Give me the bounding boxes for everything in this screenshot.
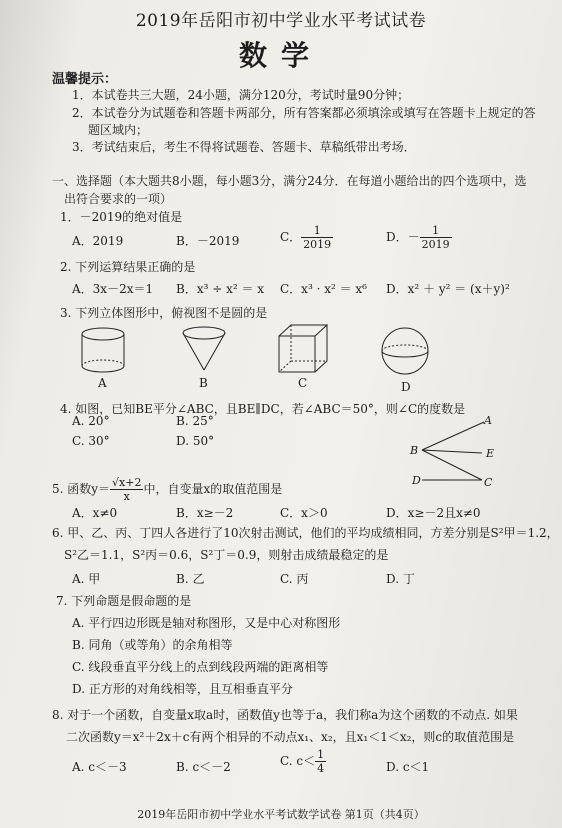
figure-label-c: C — [298, 376, 308, 390]
option-d: D．x² ＋ y² ＝ (x＋y)² — [386, 282, 510, 296]
option-d: D. 正方形的对角线相等，且互相垂直平分 — [72, 682, 293, 696]
option-c-label: C. c＜ — [280, 754, 316, 768]
figure-label-b: B — [199, 376, 208, 390]
point-e: E — [486, 447, 495, 460]
option-a: A．3x－2x＝1 — [72, 282, 154, 296]
option-a: A. 甲 — [72, 572, 101, 586]
denominator: x — [123, 490, 130, 503]
numerator: 1 — [420, 224, 452, 238]
option-c: C．x＞0 — [280, 506, 328, 520]
fraction — [315, 748, 326, 775]
option-d: D. 丁 — [386, 572, 415, 586]
numerator: 1 — [301, 224, 333, 238]
stem-suffix: 中，自变量x的取值范围是 — [143, 482, 283, 496]
option-a: A. 平行四边形既是轴对称图形，又是中心对称图形 — [72, 616, 341, 630]
question-line: 二次函数y＝x²＋2x＋c有两个相异的不动点x₁、x₂，且x₁＜1＜x₂，则c的取值范围是 — [66, 730, 515, 744]
option-d: D. c＜1 — [386, 760, 430, 774]
numerator: √x+2 — [112, 476, 142, 489]
point-a: A — [484, 414, 492, 427]
denominator: 2019 — [303, 238, 332, 251]
tip-item: 3．考试结束后，考生不得将试题卷、答题卡、草稿纸带出考场． — [72, 140, 416, 154]
question-stem: 1．－2019的绝对值是 — [60, 210, 183, 224]
option-c: C. 丙 — [280, 572, 309, 586]
option-b: B．x³ ÷ x² ＝ x — [176, 282, 265, 296]
option-d-label: D．－ — [386, 230, 420, 244]
section-heading: 一、选择题（本大题共8小题，每小题3分，满分24分．在每道小题给出的四个选项中，选 — [52, 174, 527, 188]
question-line: S²乙＝1.1，S²丙＝0.6，S²丁＝0.9，则射击成绩最稳定的是 — [64, 548, 389, 562]
option-b: B. 同角（或等角）的余角相等 — [72, 638, 233, 652]
tip-item: 题区域内； — [88, 123, 149, 137]
point-c: C — [484, 476, 493, 489]
option-b: B．x≥－2 — [176, 506, 234, 520]
question-line: 8. 对于一个函数，自变量x取a时，函数值y也等于a，我们称a为这个函数的不动点. 如果 — [52, 708, 518, 722]
angle-figure — [412, 420, 522, 484]
numerator: 1 — [317, 748, 325, 761]
sphere-figure — [380, 326, 430, 376]
question-stem: 2. 下列运算结果正确的是 — [60, 260, 196, 274]
question-stem: 3. 下列立体图形中，俯视图不是圆的是 — [60, 306, 268, 320]
cone-figure — [182, 326, 228, 372]
section-heading: 出符合要求的一项） — [64, 192, 173, 206]
fraction — [420, 224, 452, 251]
question-stem — [52, 476, 282, 503]
cylinder-figure — [80, 326, 130, 376]
fraction — [110, 476, 143, 503]
denominator: 4 — [317, 762, 325, 775]
option-a: A．x≠0 — [72, 506, 118, 520]
option-d — [386, 224, 452, 251]
option-b: B. 25° — [176, 414, 214, 428]
question-stem: 7. 下列命题是假命题的是 — [56, 594, 192, 608]
option-d: D．x≥－2且x≠0 — [386, 506, 481, 520]
option-a: A. c＜－3 — [72, 760, 127, 774]
option-b: B．－2019 — [176, 234, 240, 248]
exam-title: 2019年岳阳市初中学业水平考试试卷 — [135, 11, 427, 31]
stem-prefix: 5. 函数y＝ — [52, 482, 111, 496]
option-c — [280, 224, 333, 251]
option-c-label: C． — [280, 230, 302, 244]
cube-figure — [278, 324, 330, 374]
option-b: B. c＜－2 — [176, 760, 231, 774]
question-stem: 4. 如图，已知BE平分∠ABC，且BE∥DC，若∠ABC＝50°，则∠C的度数是 — [60, 402, 466, 416]
option-a: A．2019 — [72, 234, 124, 248]
subject-title: 数学 — [238, 39, 323, 72]
figure-label-a: A — [98, 376, 107, 390]
tip-item: 2．本试卷分为试题卷和答题卡两部分，所有答案都必须填涂或填写在答题卡上规定的答 — [72, 106, 536, 120]
option-d: D. 50° — [176, 434, 215, 448]
fraction — [301, 224, 333, 251]
option-c: C. 线段垂直平分线上的点到线段两端的距离相等 — [72, 660, 329, 674]
denominator: 2019 — [421, 238, 450, 251]
point-d: D — [412, 474, 421, 487]
option-b: B. 乙 — [176, 572, 205, 586]
option-c: C．x³ · x² ＝ x⁶ — [280, 282, 367, 296]
point-b: B — [410, 444, 419, 457]
figure-label-d: D — [401, 380, 411, 394]
option-c — [280, 748, 326, 775]
tip-item: 1．本试卷共三大题，24小题，满分120分，考试时量90分钟； — [72, 88, 410, 102]
option-c: C. 30° — [72, 434, 110, 448]
question-line: 6. 甲、乙、丙、丁四人各进行了10次射击测试，他们的平均成绩相同，方差分别是S²甲＝1.2， — [52, 526, 559, 540]
tips-heading: 温馨提示： — [52, 72, 118, 87]
option-a: A. 20° — [72, 414, 110, 428]
page-footer: 2019年岳阳市初中学业水平考试数学试卷 第1页（共4页） — [137, 808, 425, 821]
